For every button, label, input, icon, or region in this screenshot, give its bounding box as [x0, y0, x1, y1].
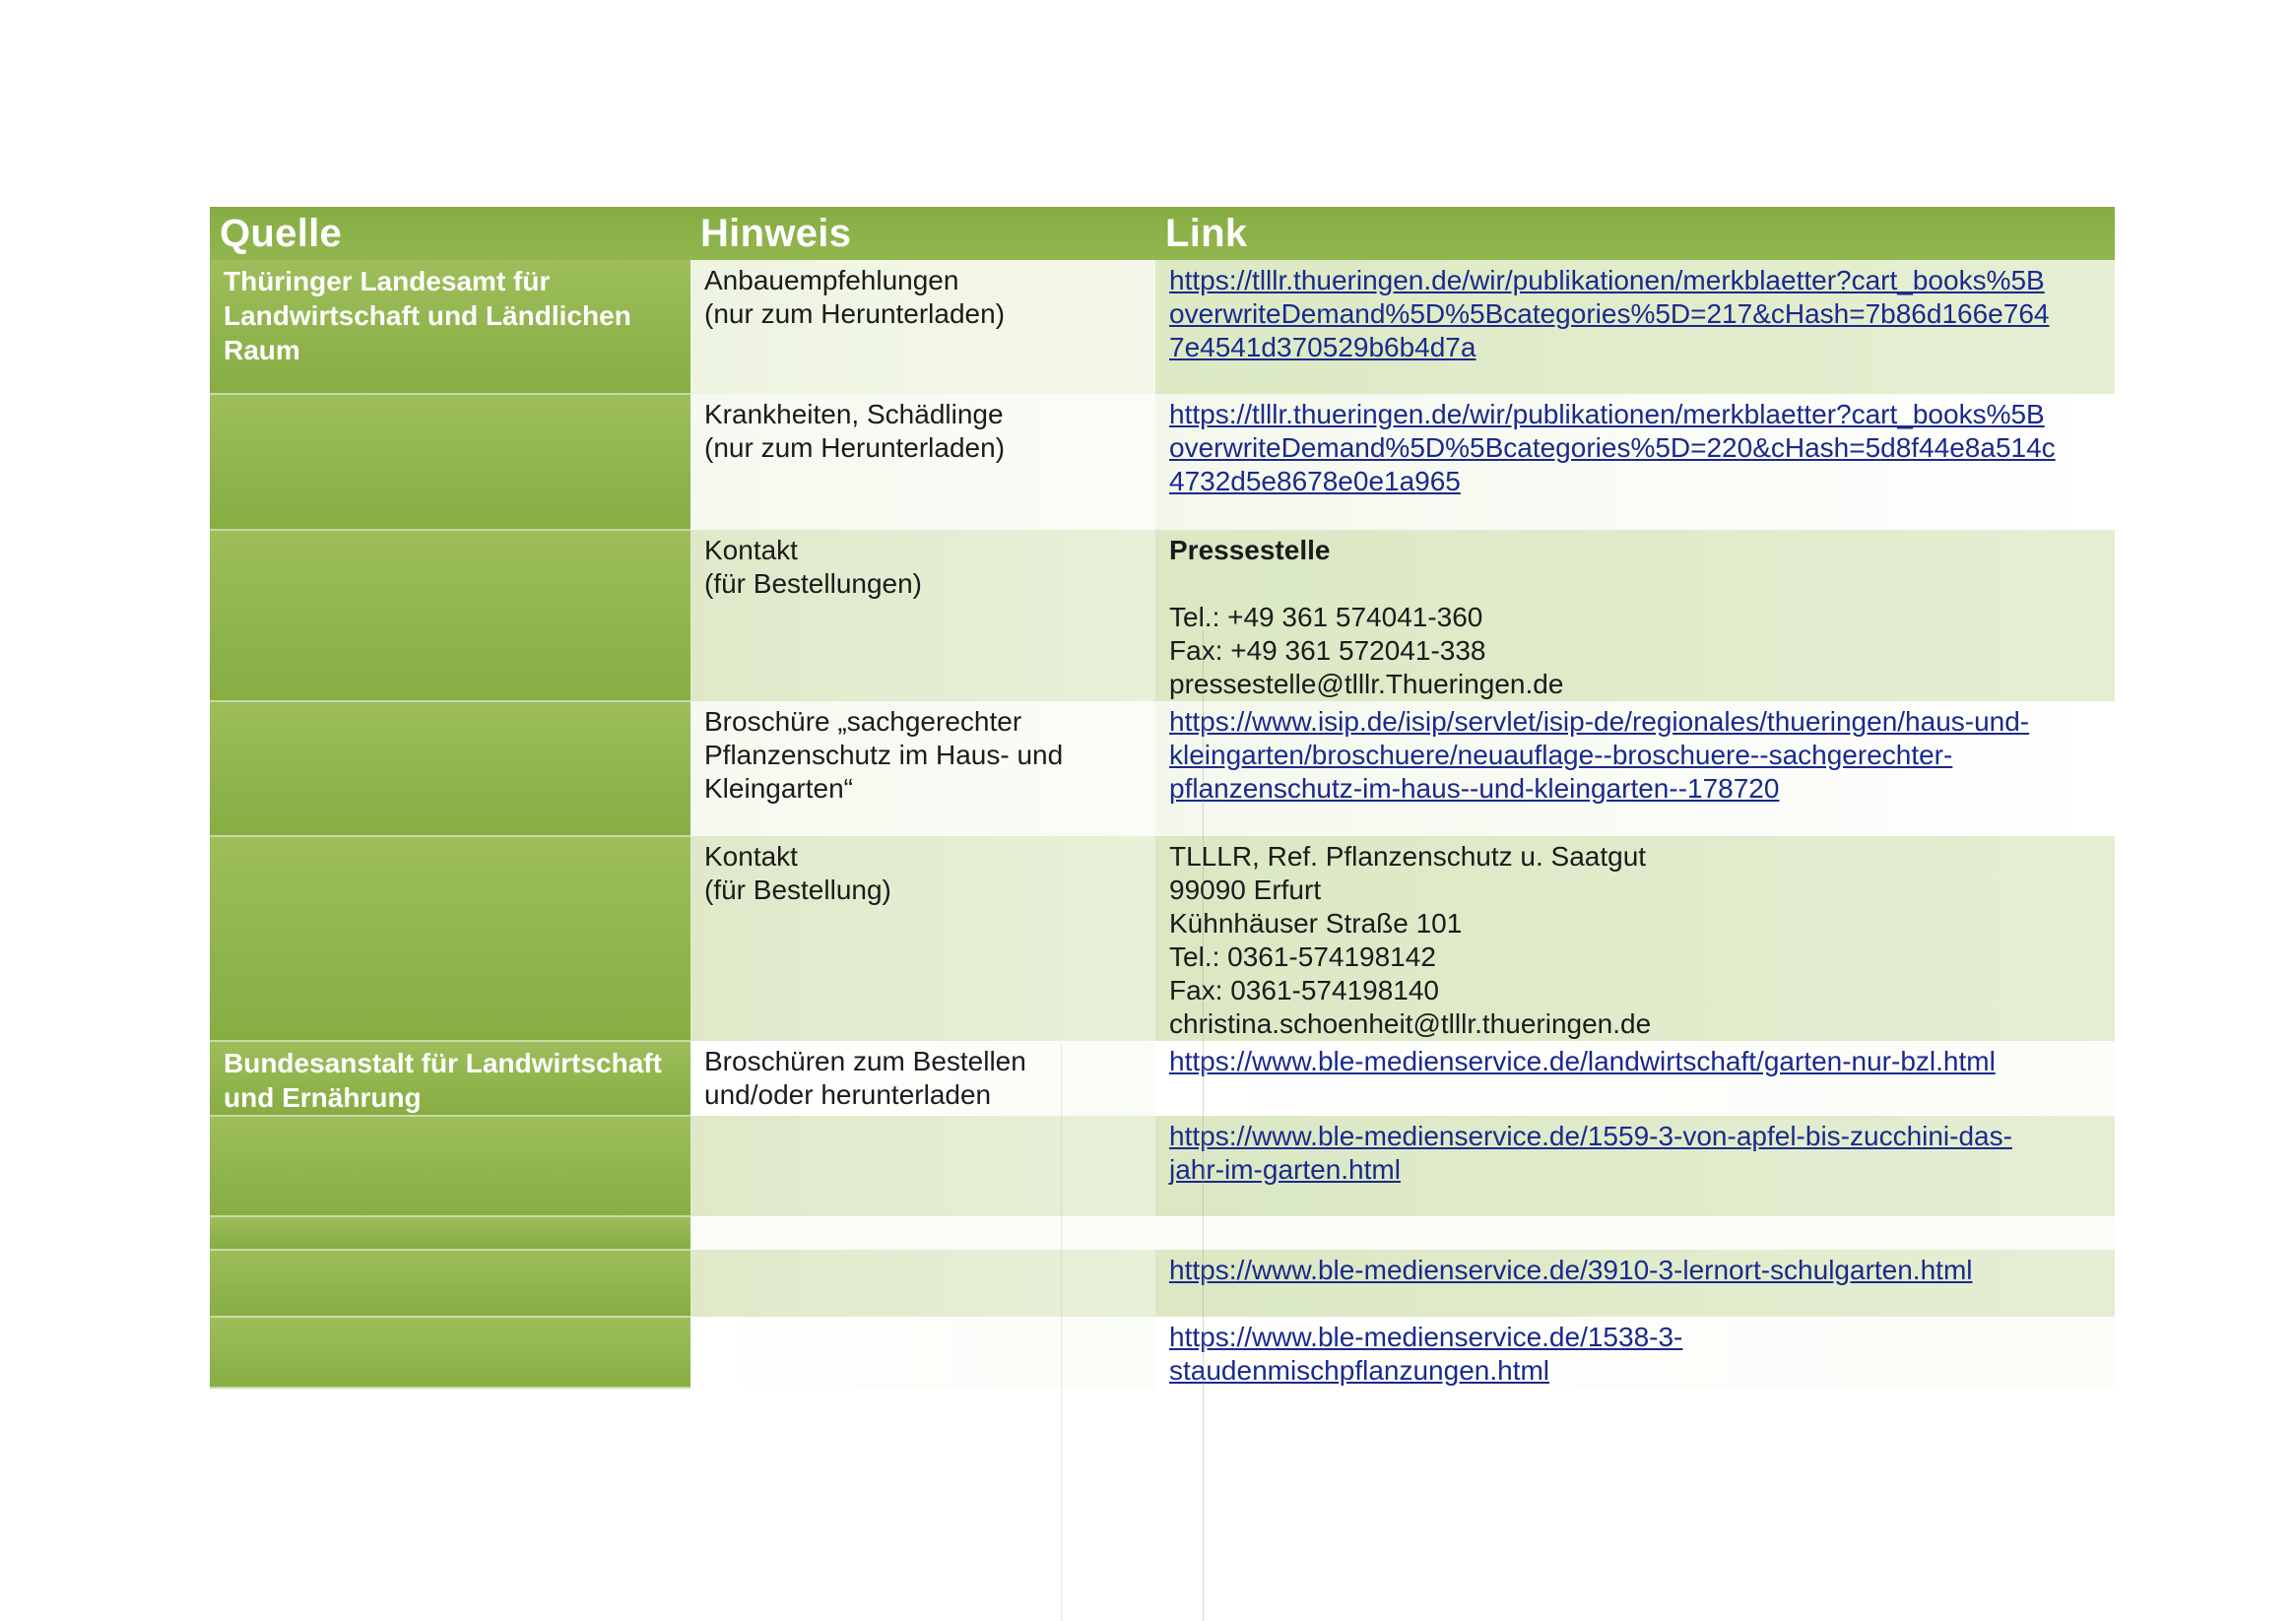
ble-garten-link[interactable]: https://www.ble-medienservice.de/landwirtschaft/garten-nur-bzl.html — [1169, 1046, 1996, 1076]
note-cell — [690, 260, 1155, 394]
note-cell — [690, 1216, 1155, 1250]
note-line: (für Bestellungen) — [704, 568, 923, 599]
source-cell — [210, 1216, 690, 1250]
link-cell — [1155, 1216, 2115, 1250]
note-cell — [690, 1250, 1155, 1317]
note-line: Broschüren zum Bestellen — [704, 1046, 1026, 1076]
source-cell — [210, 530, 690, 701]
link-cell — [1155, 1116, 2115, 1216]
table-row — [210, 1041, 2115, 1116]
ble-apfel-zucchini-link[interactable]: https://www.ble-medienservice.de/1559-3-von-apfel-bis-zucchini-das- jahr-im-garten.html — [1169, 1121, 2012, 1185]
source-name: Thüringer Landesamt für Landwirtschaft und Ländlichen Raum — [224, 266, 631, 365]
note-line: Kleingarten“ — [704, 773, 853, 804]
table-row — [210, 836, 2115, 1041]
source-cell — [210, 1250, 690, 1317]
table-row — [210, 394, 2115, 530]
source-cell — [210, 394, 690, 530]
note-cell — [690, 836, 1155, 1041]
link-cell — [1155, 1317, 2115, 1388]
note-cell — [690, 701, 1155, 836]
note-line: (nur zum Herunterladen) — [704, 298, 1006, 329]
ble-schulgarten-link[interactable]: https://www.ble-medienservice.de/3910-3-lernort-schulgarten.html — [1169, 1255, 1973, 1285]
contact-email[interactable]: christina.schoenheit@tlllr.thueringen.de — [1169, 1008, 1652, 1039]
table-row — [210, 1116, 2115, 1216]
source-cell — [210, 701, 690, 836]
contact-org: TLLLR, Ref. Pflanzenschutz u. Saatgut — [1169, 841, 1647, 872]
table-row — [210, 701, 2115, 836]
source-cell — [210, 1317, 690, 1388]
table-row — [210, 1216, 2115, 1250]
link-cell — [1155, 1250, 2115, 1317]
contact-phone: Tel.: +49 361 574041-360 — [1169, 602, 1483, 632]
isip-broschuere-link[interactable]: https://www.isip.de/isip/servlet/isip-de/regionales/thueringen/haus-und- kleingarten/broschuere/neuauflage--broschuere--sachgerechter- pflanzenschutz-im-haus--und-kleingarten--178720 — [1169, 706, 2030, 804]
contact-street: Kühnhäuser Straße 101 — [1169, 908, 1463, 939]
note-line: Kontakt — [704, 535, 798, 565]
note-line: Kontakt — [704, 841, 798, 872]
scan-artifact-line — [1203, 630, 1204, 1621]
note-cell — [690, 1041, 1155, 1116]
merkblaetter-anbau-link[interactable]: https://tlllr.thueringen.de/wir/publikationen/merkblaetter?cart_books%5B overwriteDemand%5D%5Bcategories%5D=217&cHash=7b86d166e764 7e4541d370529b6b4d7a — [1169, 265, 2050, 362]
note-line: Krankheiten, Schädlinge — [704, 399, 1004, 429]
link-cell — [1155, 701, 2115, 836]
merkblaetter-krankheiten-link[interactable]: https://tlllr.thueringen.de/wir/publikationen/merkblaetter?cart_books%5B overwriteDemand%5D%5Bcategories%5D=220&cHash=5d8f44e8a514c 4732d5e8678e0e1a965 — [1169, 399, 2056, 496]
note-line: und/oder herunterladen — [704, 1079, 992, 1110]
scan-artifact-line — [1061, 1044, 1062, 1621]
contact-cell — [1155, 530, 2115, 701]
note-cell — [690, 1116, 1155, 1216]
source-name: Bundesanstalt für Landwirtschaft und Ernährung — [224, 1048, 662, 1113]
link-cell — [1155, 394, 2115, 530]
contact-fax: Fax: +49 361 572041-338 — [1169, 635, 1486, 666]
note-line: Pflanzenschutz im Haus- und — [704, 740, 1064, 770]
contact-email[interactable]: pressestelle@tlllr.Thueringen.de — [1169, 669, 1564, 699]
contact-phone: Tel.: 0361-574198142 — [1169, 941, 1436, 972]
note-cell — [690, 394, 1155, 530]
note-line: Broschüre „sachgerechter — [704, 706, 1022, 737]
table-row — [210, 1250, 2115, 1317]
sources-table — [210, 207, 2115, 1389]
table-row — [210, 530, 2115, 701]
note-cell — [690, 530, 1155, 701]
table-row — [210, 260, 2115, 394]
source-cell — [210, 1041, 690, 1116]
source-cell — [210, 836, 690, 1041]
contact-title: Pressestelle — [1169, 535, 1331, 565]
link-cell — [1155, 1041, 2115, 1116]
note-cell — [690, 1317, 1155, 1388]
header-hinweis: Hinweis — [690, 207, 1155, 260]
table-row — [210, 1317, 2115, 1388]
link-cell — [1155, 260, 2115, 394]
note-line: (für Bestellung) — [704, 875, 891, 905]
header-quelle: Quelle — [210, 207, 690, 260]
source-cell — [210, 260, 690, 394]
table-header-row — [210, 207, 2115, 260]
ble-staudenmisch-link[interactable]: https://www.ble-medienservice.de/1538-3- staudenmischpflanzungen.html — [1169, 1322, 1683, 1386]
note-line: (nur zum Herunterladen) — [704, 432, 1006, 463]
contact-fax: Fax: 0361-574198140 — [1169, 975, 1439, 1005]
note-line: Anbauempfehlungen — [704, 265, 959, 295]
header-link: Link — [1155, 207, 2115, 260]
source-cell — [210, 1116, 690, 1216]
contact-cell — [1155, 836, 2115, 1041]
contact-city: 99090 Erfurt — [1169, 875, 1322, 905]
